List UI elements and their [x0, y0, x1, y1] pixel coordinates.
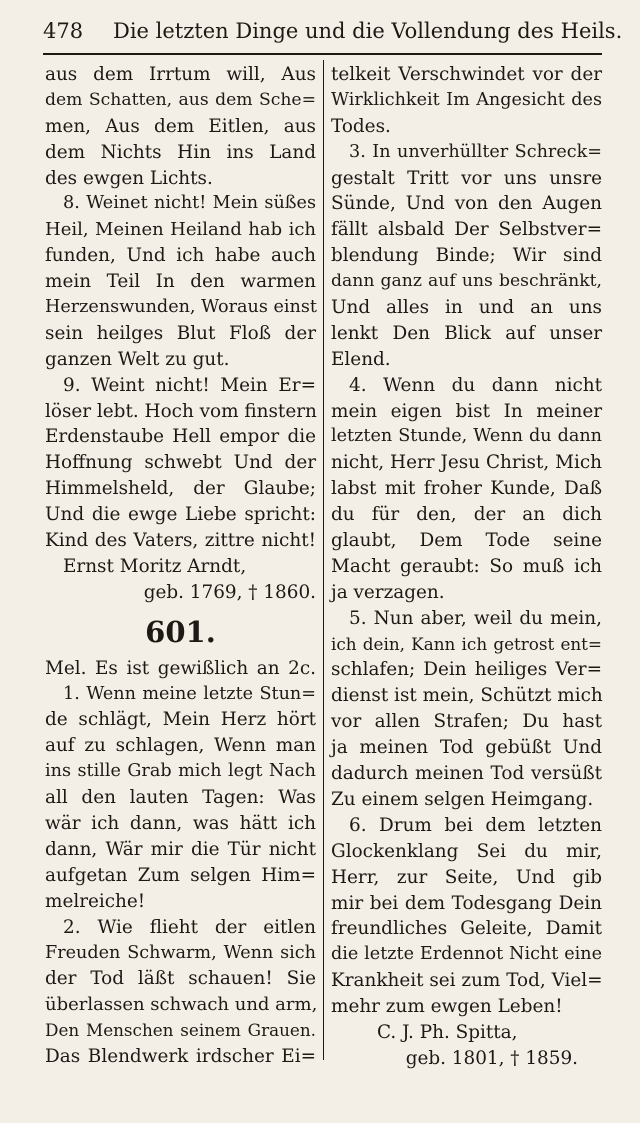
melody-line: Mel. Es ist gewißlich an 2c. — [45, 657, 316, 679]
text-line: ins stille Grab mich legt Nach — [45, 761, 316, 782]
text-line: Sünde, Und von den Augen — [331, 193, 602, 215]
text-line: Herr, zur Seite, Und gib — [331, 866, 602, 888]
text-line: Elend. — [331, 348, 391, 370]
text-line: lenkt Den Blick auf unser — [331, 322, 602, 344]
text-line: funden, Und ich habe auch — [45, 245, 316, 267]
header-rule — [43, 53, 602, 55]
verse-start-4: 4. Wenn du dann nicht — [349, 374, 602, 396]
text-line: nicht, Herr Jesu Christ, Mich — [331, 452, 602, 474]
verse-start-6: 6. Drum bei dem letzten — [349, 814, 602, 836]
running-title: Die letzten Dinge und die Vollendung des Heils. — [113, 19, 623, 43]
text-line: Freuden Schwarm, Wenn sich — [45, 942, 316, 963]
text-line: überlassen schwach und arm, — [45, 994, 318, 1016]
text-line: mein Teil In den warmen — [45, 271, 316, 293]
text-line: ja verzagen. — [331, 581, 445, 603]
verse-start-3: 3. In unverhüllter Schreck= — [349, 141, 602, 162]
text-line: glaubt, Dem Tode seine — [331, 530, 602, 552]
text-line: Das Blendwerk irdscher Ei= — [45, 1046, 316, 1068]
author-dates: geb. 1801, † 1859. — [405, 1047, 578, 1069]
text-line: Wirklichkeit Im Angesicht des — [331, 89, 602, 110]
hymn-number: 601. — [145, 614, 216, 649]
text-line: wär ich dann, was hätt ich — [45, 813, 316, 835]
text-line: Macht geraubt: So muß ich — [331, 555, 602, 577]
text-line: de schlägt, Mein Herz hört — [45, 709, 316, 731]
verse-start-5: 5. Nun aber, weil du mein, — [349, 607, 602, 629]
right-column — [331, 62, 602, 1072]
text-line: dadurch meinen Tod versüßt — [331, 763, 602, 785]
author-dates: geb. 1769, † 1860. — [143, 581, 316, 603]
text-line: aus dem Irrtum will, Aus — [45, 64, 316, 85]
verse-start-1: 1. Wenn meine letzte Stun= — [63, 683, 316, 704]
text-line: melreiche! — [45, 890, 146, 912]
text-line: Krankheit sei zum Tod, Viel= — [331, 970, 603, 992]
text-line: dann ganz auf uns beschränkt, — [331, 271, 602, 292]
text-line: sein heilges Blut Floß der — [45, 322, 316, 344]
page-number: 478 — [43, 19, 84, 43]
text-line: Himmelsheld, der Glaube; — [45, 478, 316, 500]
page-header — [43, 18, 623, 44]
text-line: dienst ist mein, Schützt mich — [331, 685, 603, 707]
text-line: fällt alsbald Der Selbstver= — [331, 219, 602, 241]
text-line: Hoffnung schwebt Und der — [45, 452, 316, 474]
text-line: aufgetan Zum selgen Him= — [45, 864, 316, 886]
text-line: Erdenstaube Hell empor die — [45, 426, 316, 448]
text-line: Und alles in und an uns — [331, 297, 602, 319]
text-line: mir bei dem Todesgang Dein — [331, 892, 602, 914]
author-name: Ernst Moritz Arndt, — [63, 555, 247, 577]
text-line: vor allen Strafen; Du hast — [331, 711, 602, 733]
author-name: C. J. Ph. Spitta, — [377, 1021, 518, 1043]
text-line: Todes. — [331, 115, 391, 137]
verse-start-8: 8. Weinet nicht! Mein süßes — [63, 193, 316, 214]
text-line: der Tod läßt schauen! Sie — [45, 968, 316, 990]
text-line: Herzenswunden, Woraus einst — [45, 297, 317, 318]
text-line: ganzen Welt zu gut. — [45, 348, 230, 370]
text-line: ich dein, Kann ich getrost ent= — [331, 633, 602, 654]
text-line: freundliches Geleite, Damit — [331, 918, 602, 940]
text-line: Den Menschen seinem Grauen. — [45, 1020, 316, 1041]
verse-start-2: 2. Wie flieht der eitlen — [63, 916, 316, 938]
text-line: Kind des Vaters, zittre nicht! — [45, 530, 316, 552]
text-line: telkeit Verschwindet vor der — [331, 64, 602, 85]
text-line: dem Schatten, aus dem Sche= — [45, 89, 316, 110]
text-line: labst mit froher Kunde, Daß — [331, 478, 602, 500]
text-line: Glockenklang Sei du mir, — [331, 840, 602, 862]
column-divider — [323, 60, 324, 1060]
verse-start-9: 9. Weint nicht! Mein Er= — [63, 374, 316, 396]
text-line: die letzte Erdennot Nicht eine — [331, 944, 602, 965]
text-line: letzten Stunde, Wenn du dann — [331, 426, 602, 447]
text-line: Heil, Meinen Heiland hab ich — [45, 219, 316, 241]
text-line: men, Aus dem Eitlen, aus — [45, 115, 316, 137]
text-line: dem Nichts Hin ins Land — [45, 141, 316, 163]
text-line: dann, Wär mir die Tür nicht — [45, 838, 316, 860]
text-line: ja meinen Tod gebüßt Und — [331, 737, 602, 759]
text-line: Und die ewge Liebe spricht: — [45, 504, 316, 526]
text-line: löser lebt. Hoch vom finstern — [45, 400, 317, 422]
left-column — [45, 62, 316, 1070]
text-line: schlafen; Dein heiliges Ver= — [331, 659, 602, 681]
text-line: Zu einem selgen Heimgang. — [331, 788, 594, 810]
text-line: mehr zum ewgen Leben! — [331, 996, 563, 1018]
text-line: mein eigen bist In meiner — [331, 400, 602, 422]
text-line: blendung Binde; Wir sind — [331, 245, 602, 267]
text-line: des ewgen Lichts. — [45, 167, 213, 189]
text-line: gestalt Tritt vor uns unsre — [331, 167, 602, 189]
text-line: auf zu schlagen, Wenn man — [45, 735, 316, 757]
text-line: all den lauten Tagen: Was — [45, 787, 316, 809]
text-line: du für den, der an dich — [331, 504, 602, 526]
